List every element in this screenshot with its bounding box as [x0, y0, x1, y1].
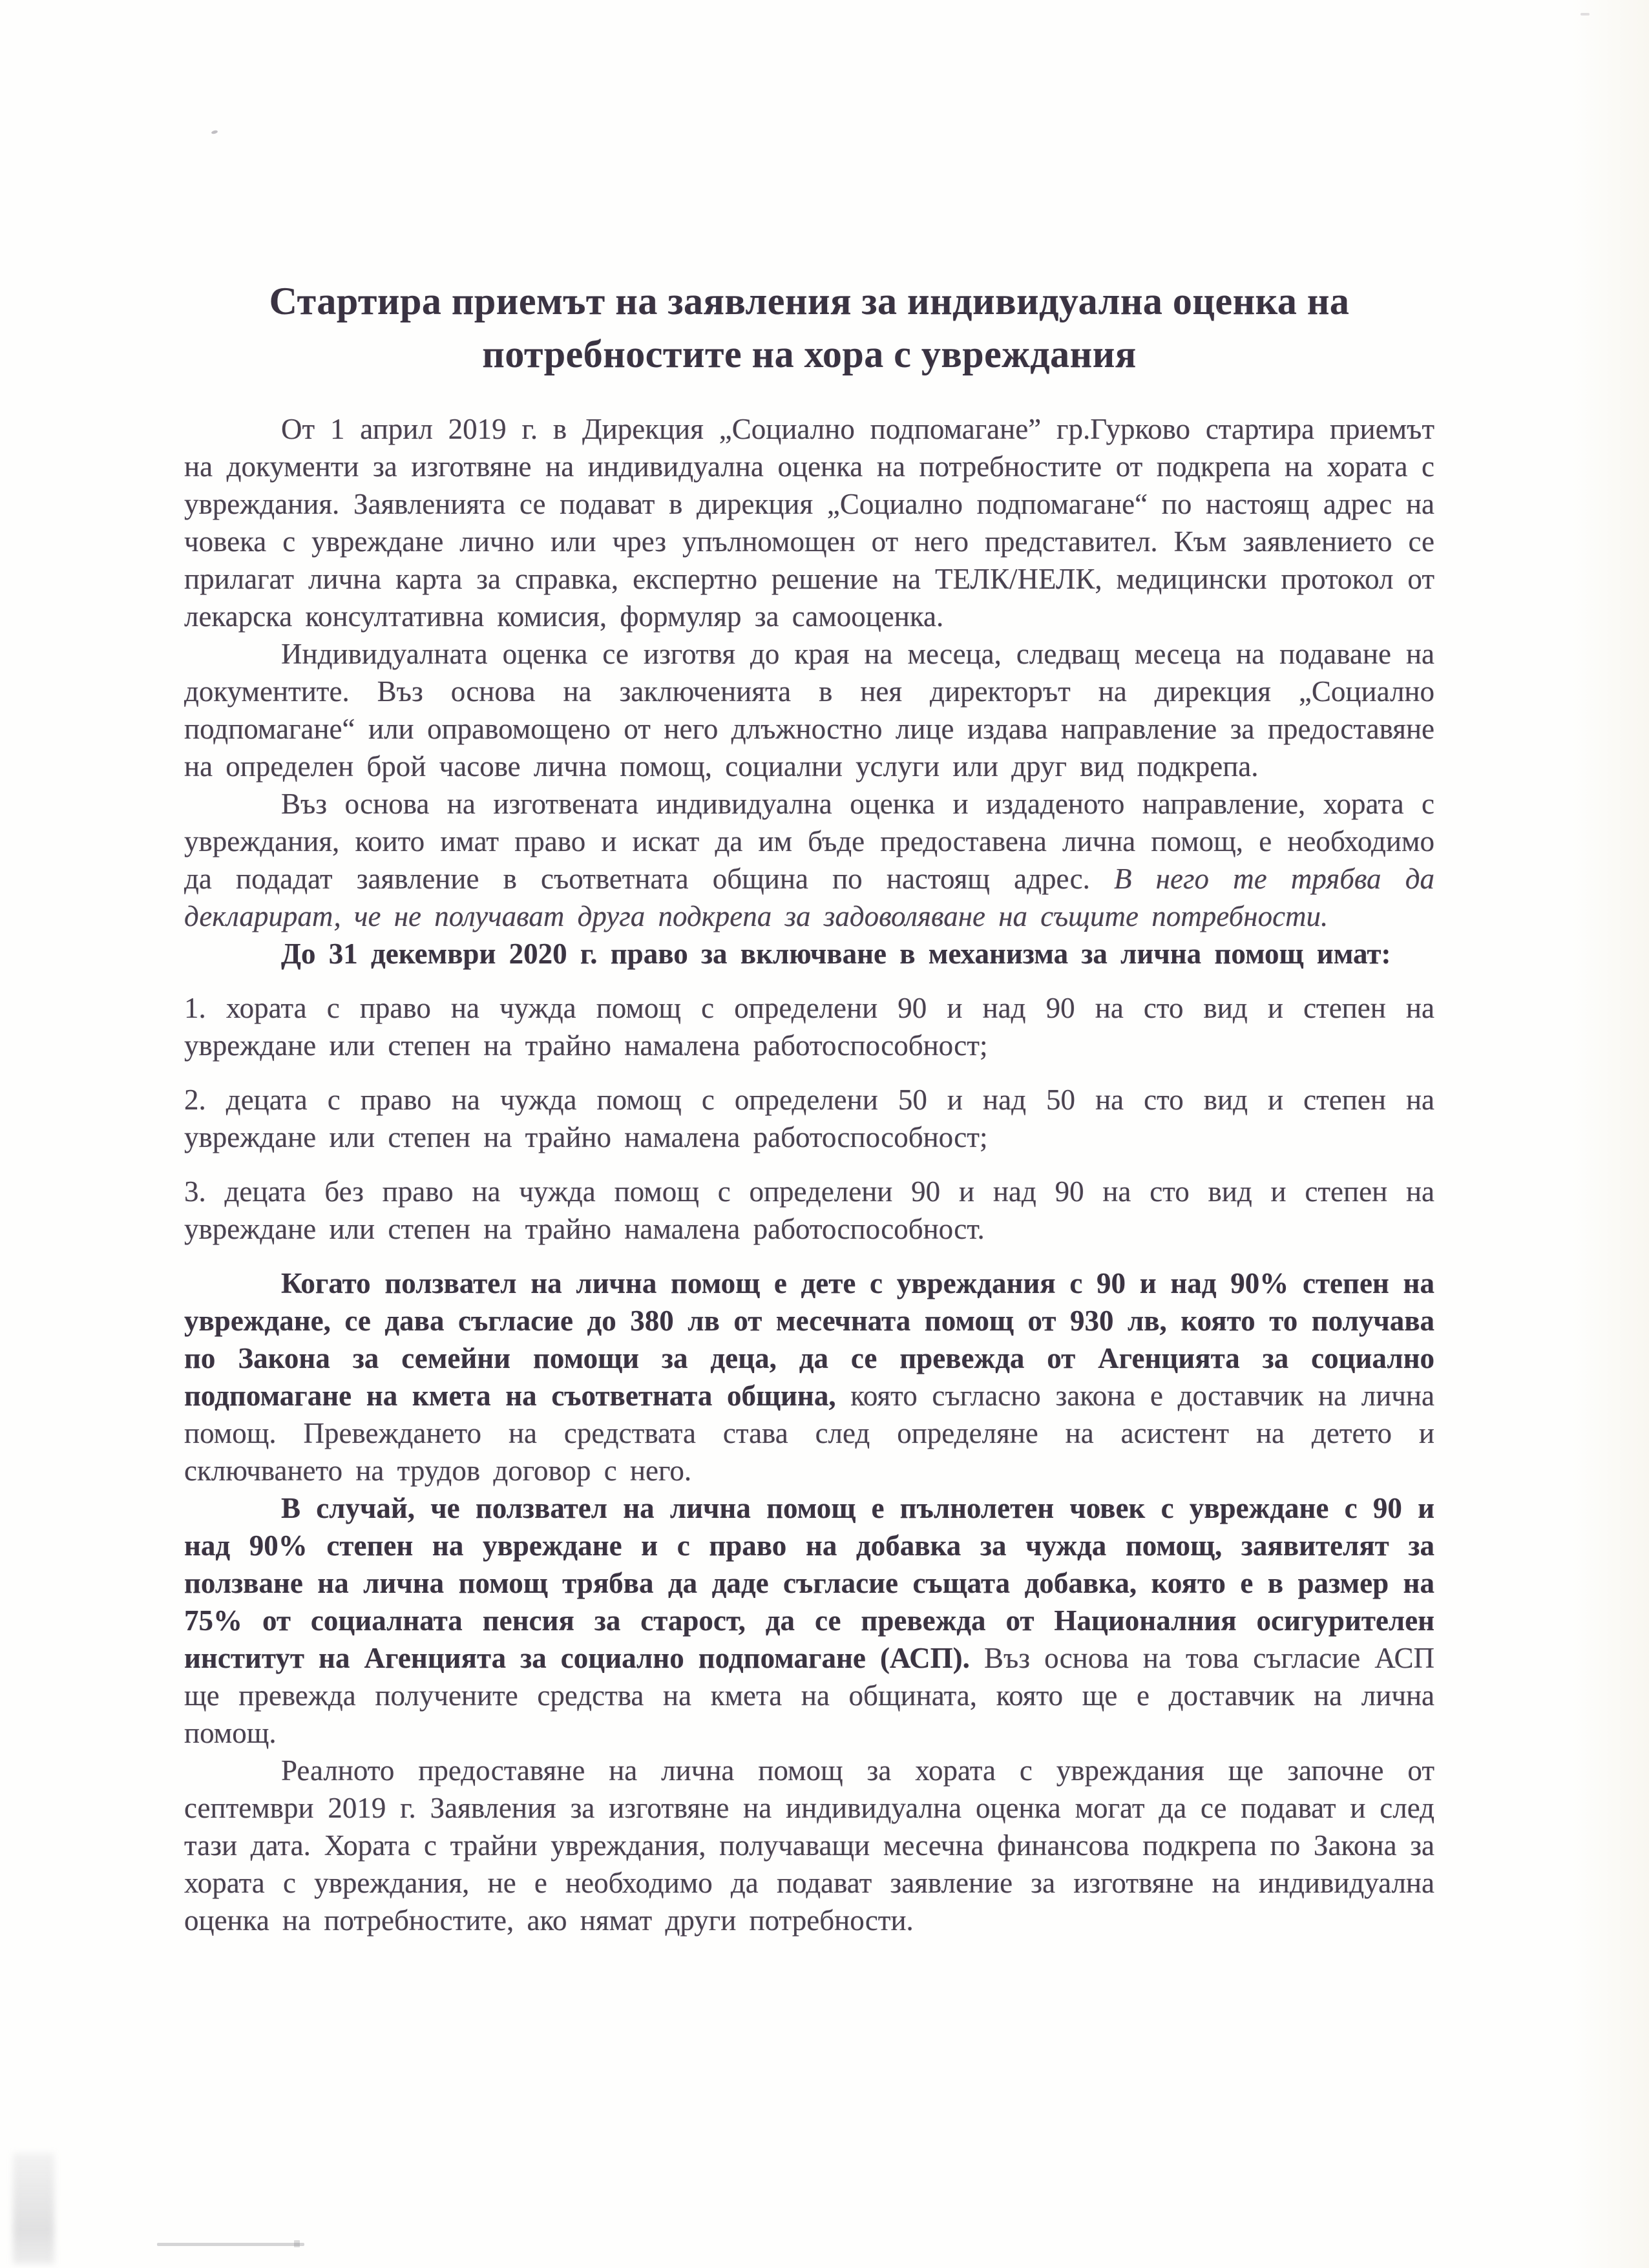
- paragraph-6-bold-text: В случай, че ползвател на лична помощ е пълнолетен човек с увреждане с 90 и над 90% степен на увреждане и с право на добавка за чужда помощ, заявителят за ползване на лична помощ трябва да даде съгласие същата добавка, която е в размер на 75% от социалната пенсия за старост, да се превежда от Националния осигурителен институт на Агенцията за социално подпомагане (АСП).: [184, 1492, 1434, 1674]
- title-line-1: Стартира приемът на заявления за индивидуална оценка на: [269, 280, 1350, 322]
- paragraph-7: [184, 1752, 1434, 1939]
- deadline-heading-text: До 31 декември 2020 г. право за включване в механизма за лична помощ имат:: [281, 938, 1391, 970]
- paragraph-5-regular-text: която съгласно закона е доставчик на лична помощ. Превеждането на средствата става след определяне на асистент на детето и сключването на трудов договор с него.: [184, 1380, 1434, 1487]
- scan-speck-top-left: [211, 130, 218, 134]
- list-item-3: [184, 1173, 1434, 1248]
- paragraph-3: [184, 785, 1434, 935]
- scan-speck-top-right: [1581, 13, 1590, 16]
- scan-line-bottom: [157, 2243, 304, 2246]
- paragraph-6: [184, 1489, 1434, 1752]
- list-item-2-text: 2. децата с право на чужда помощ с определени 50 и над 50 на сто вид и степен на увреждане или степен на трайно намалена работоспособност;: [184, 1084, 1434, 1153]
- list-item-1: [184, 989, 1434, 1064]
- paragraph-7-text: Реалното предоставяне на лична помощ за хората с увреждания ще започне от септември 2019 г. Заявления за изготвяне на индивидуална оценка могат да се подават и след тази дата. Хората с трайни увреждания, получаващи месечна финансова подкрепа по Закона за хората с увреждания, не е необходимо да подават заявление за изготвяне на индивидуална оценка на потребностите, ако нямат други потребности.: [184, 1754, 1434, 1937]
- scan-tick-bottom: [294, 2240, 300, 2247]
- scan-smudge-bottom-left: [13, 2153, 54, 2264]
- paragraph-3-text: Въз основа на изготвената индивидуална оценка и издаденото направление, хората с увреждания, които имат право и искат да им бъде предоставена лична помощ, е необходимо да подадат заявление в съответната община по настоящ адрес.: [184, 788, 1434, 895]
- paragraph-6-regular-text: Въз основа на това съгласие АСП ще превежда получените средства на кмета на общината, която ще е доставчик на лична помощ.: [184, 1642, 1434, 1749]
- paragraph-2-text: Индивидуалната оценка се изготвя до края на месеца, следващ месеца на подаване на документите. Въз основа на заключенията в нея директорът на дирекция „Социално подпомагане“ или оправомощено от него длъжностно лице издава направление за предоставяне на определен брой часове лична помощ, социални услуги или друг вид подкрепа.: [184, 638, 1434, 782]
- deadline-heading: [184, 935, 1434, 972]
- document-title: [184, 275, 1434, 381]
- paragraph-1: [184, 410, 1434, 635]
- paragraph-1-text: От 1 април 2019 г. в Дирекция „Социално подпомагане” гр.Гурково стартира приемът на документи за изготвяне на индивидуална оценка на потребностите от подкрепа на хората с увреждания. Заявленията се подават в дирекция „Социално подпомагане“ по настоящ адрес на човека с увреждане лично или чрез упълномощен от него представител. Към заявлението се прилагат лична карта за справка, експертно решение на ТЕЛК/НЕЛК, медицински протокол от лекарска консултативна комисия, формуляр за самооценка.: [184, 413, 1434, 633]
- list-item-1-text: 1. хората с право на чужда помощ с определени 90 и над 90 на сто вид и степен на увреждане или степен на трайно намалена работоспособност;: [184, 992, 1434, 1062]
- paragraph-2: [184, 635, 1434, 785]
- list-item-2: [184, 1081, 1434, 1156]
- title-line-2: потребностите на хора с увреждания: [482, 333, 1137, 375]
- paragraph-3-italic-note: В него те трябва да декларират, че не получават друга подкрепа за задоволяване на същите потребности.: [184, 863, 1434, 932]
- document-content: [184, 275, 1434, 1939]
- paragraph-5-bold-text: Когато ползвател на лична помощ е дете с увреждания с 90 и над 90% степен на увреждане, се дава съгласие до 380 лв от месечната помощ от 930 лв, която то получава по Закона за семейни помощи за деца, да се превежда от Агенцията за социално подпомагане на кмета на съответната община,: [184, 1267, 1434, 1412]
- paragraph-5: [184, 1265, 1434, 1489]
- list-item-3-text: 3. децата без право на чужда помощ с определени 90 и над 90 на сто вид и степен на увреждане или степен на трайно намалена работоспособност.: [184, 1175, 1434, 1245]
